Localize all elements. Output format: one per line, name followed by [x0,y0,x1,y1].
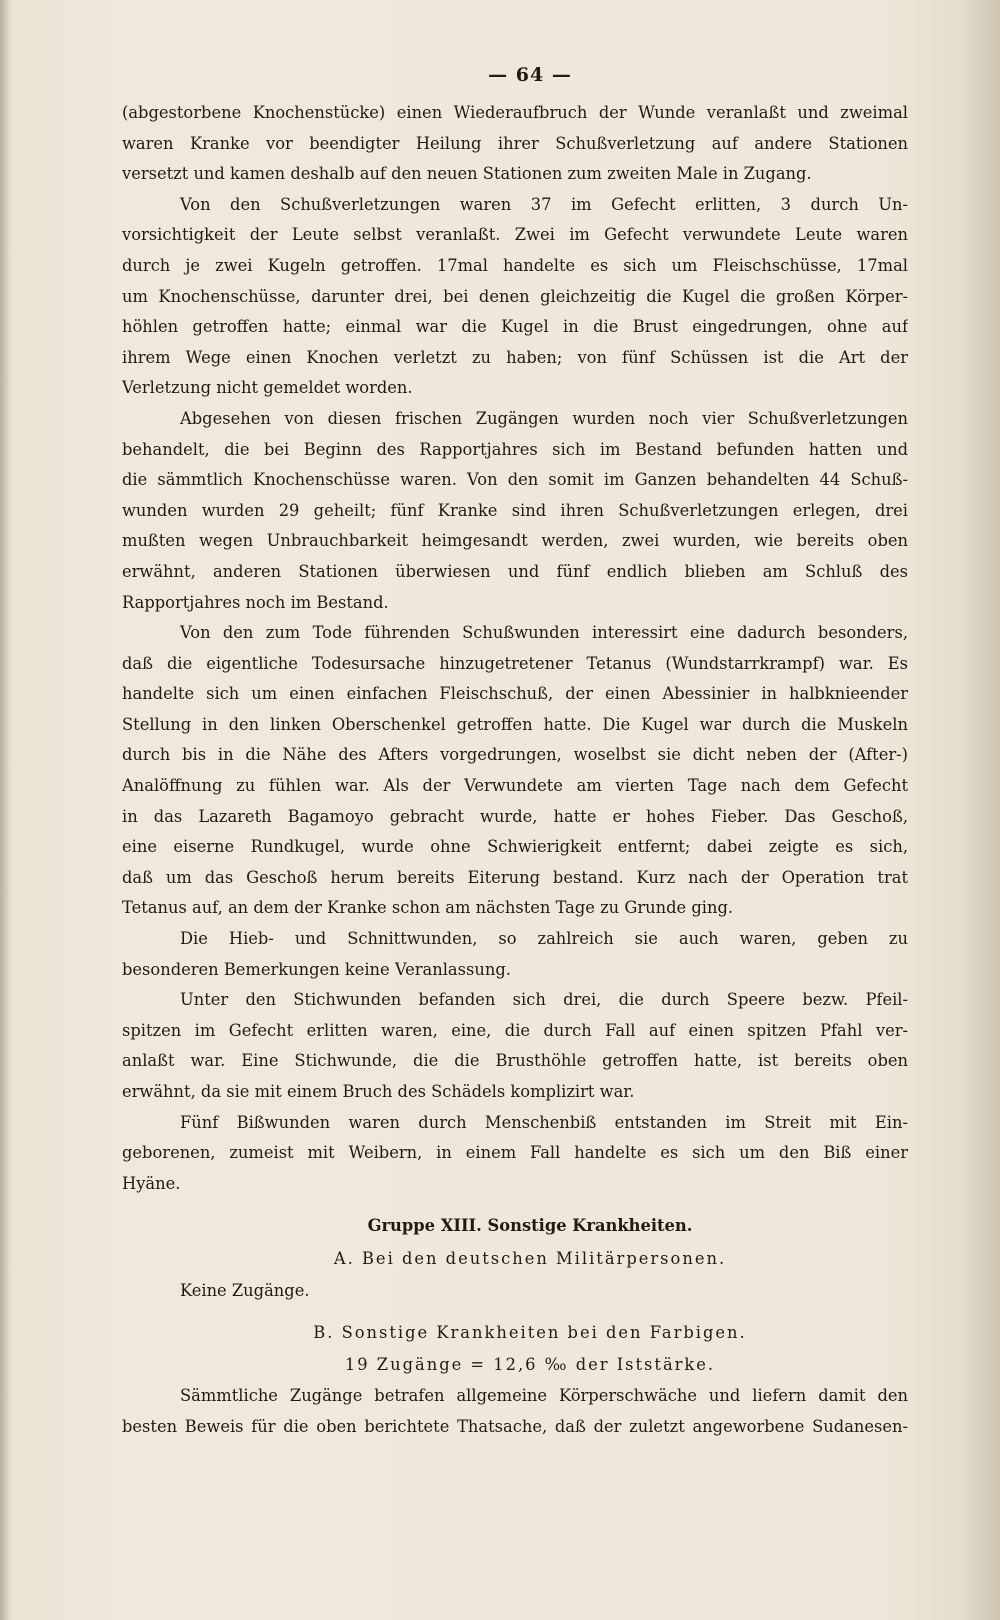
section-a-title: A. Bei den deutschen Militärpersonen. [333,1249,727,1269]
text-line: um Knochenschüsse, darunter drei, bei denen gleichzeitig die Kugel die großen Körper- [122,286,908,306]
section-b-stat: 19 Zugänge = 12,6 ‰ der Iststärke. [344,1355,716,1375]
text-line: Die Hieb- und Schnittwunden, so zahlreich sie auch waren, geben zu [180,929,908,949]
section-b-paragraph [122,1381,908,1442]
text-line: Tetanus auf, an dem der Kranke schon am nächsten Tage zu Grunde ging. [122,898,734,918]
text-line: Abgesehen von diesen frischen Zugängen wurden noch vier Schußverletzungen [180,408,908,428]
text-line: spitzen im Gefecht erlitten waren, eine, die durch Fall auf einen spitzen Pfahl ver- [122,1020,908,1040]
text-line: die sämmtlich Knochenschüsse waren. Von den somit im Ganzen behandelten 44 Schuß- [122,470,908,490]
text-line: Stellung in den linken Oberschenkel getroffen hatte. Die Kugel war durch die Muskeln [122,714,908,734]
page-text-block [122,58,908,1443]
paragraph-3 [122,404,908,618]
text-line: (abgestorbene Knochenstücke) einen Wiederaufbruch der Wunde veranlaßt und zweimal [122,103,908,122]
paragraph-7 [122,1108,908,1200]
paragraph-4 [122,618,908,924]
section-gap [122,1307,908,1317]
text-line: Analöffnung zu fühlen war. Als der Verwundete am vierten Tage nach dem Gefecht [122,776,908,796]
text-line: besonderen Bemerkungen keine Veranlassung. [122,959,511,979]
text-line: Verletzung nicht gemeldet worden. [122,378,413,398]
text-line: erwähnt, da sie mit einem Bruch des Schädels komplizirt war. [122,1082,635,1101]
group-heading: Gruppe XIII. Sonstige Krankheiten. [367,1216,693,1236]
text-line: besten Beweis für die oben berichtete Thatsache, daß der zuletzt angeworbene Sudanesen- [122,1416,908,1436]
text-line: Von den zum Tode führenden Schußwunden interessirt eine dadurch besonders, [180,623,908,643]
text-line: Sämmtliche Zugänge betrafen allgemeine Körperschwäche und liefern damit den [180,1386,908,1406]
paragraph-6 [122,985,908,1107]
text-line: daß um das Geschoß herum bereits Eiterung bestand. Kurz nach der Operation trat [122,867,908,887]
text-line: ihrem Wege einen Knochen verletzt zu haben; von fünf Schüssen ist die Art der [122,347,908,367]
text-line: Unter den Stichwunden befanden sich drei, die durch Speere bezw. Pfeil- [180,990,908,1010]
text-line: geborenen, zumeist mit Weibern, in einem Fall handelte es sich um den Biß einer [122,1143,908,1163]
text-line: erwähnt, anderen Stationen überwiesen und fünf endlich blieben am Schluß des [122,561,908,581]
text-line: vorsichtigkeit der Leute selbst veranlaßt. Zwei im Gefecht verwundete Leute waren [122,225,908,245]
text-line: waren Kranke vor beendigter Heilung ihrer Schußverletzung auf andere Stationen [122,133,908,153]
paragraph-1 [122,98,908,190]
text-line: Fünf Bißwunden waren durch Menschenbiß entstanden im Streit mit Ein- [180,1112,908,1132]
text-line: höhlen getroffen hatte; einmal war die Kugel in die Brust eingedrungen, ohne auf [122,317,908,337]
text-line: anlaßt war. Eine Stichwunde, die die Brusthöhle getroffen hatte, ist bereits oben [122,1051,908,1071]
text-line: wunden wurden 29 geheilt; fünf Kranke sind ihren Schußverletzungen erlegen, drei [122,500,908,520]
text-line: daß die eigentliche Todesursache hinzugetretener Tetanus (Wundstarrkrampf) war. Es [122,653,908,673]
paragraph-5 [122,924,908,985]
text-line: durch bis in die Nähe des Afters vorgedrungen, woselbst sie dicht neben der (After-) [122,745,908,765]
text-line: Hyäne. [122,1173,181,1193]
text-line: Von den Schußverletzungen waren 37 im Gefecht erlitten, 3 durch Un- [180,194,908,214]
section-b-title: B. Sonstige Krankheiten bei den Farbigen. [313,1323,747,1343]
text-line: versetzt und kamen deshalb auf den neuen Stationen zum zweiten Male in Zugang. [122,164,812,184]
text-line: durch je zwei Kugeln getroffen. 17mal handelte es sich um Fleischschüsse, 17mal [122,255,908,275]
paragraph-2 [122,190,908,404]
text-line: eine eiserne Rundkugel, wurde ohne Schwierigkeit entfernt; dabei zeigte es sich, [122,837,908,857]
book-spine-shadow [0,0,10,1620]
section-a-text: Keine Zugänge. [180,1281,310,1301]
text-line: in das Lazareth Bagamoyo gebracht wurde, hatte er hohes Fieber. Das Geschoß, [122,806,908,826]
page-number: — 64 — [488,64,572,86]
text-line: Rapportjahres noch im Bestand. [122,592,389,612]
text-line: handelte sich um einen einfachen Fleischschuß, der einen Abessinier in halbknieender [122,684,908,704]
text-line: mußten wegen Unbrauchbarkeit heimgesandt werden, zwei wurden, wie bereits oben [122,531,908,551]
text-line: behandelt, die bei Beginn des Rapportjahres sich im Bestand befunden hatten und [122,439,908,459]
